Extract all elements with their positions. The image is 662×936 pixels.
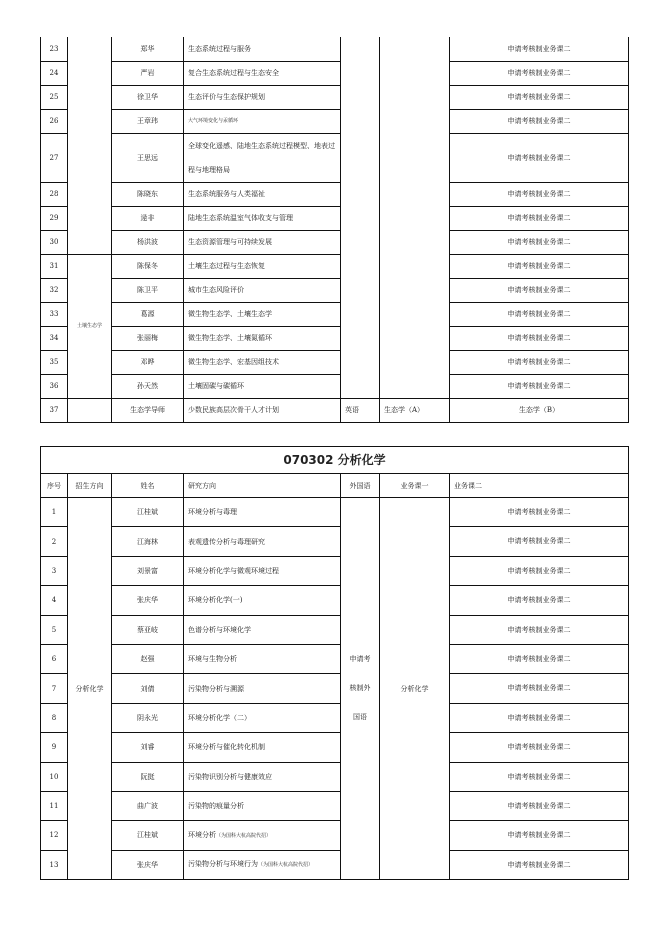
row-number: 11 xyxy=(41,791,68,820)
research-note: （为国科大杭高院代招） xyxy=(258,862,314,869)
table-row xyxy=(41,206,629,230)
header-language: 外国语 xyxy=(341,474,380,498)
research-direction xyxy=(184,674,341,703)
research-direction: 土壤生态过程与生态恢复 xyxy=(184,254,341,278)
row-number: 25 xyxy=(41,85,68,109)
table-row xyxy=(41,850,629,879)
table-row xyxy=(41,61,629,85)
course2: 申请考核制业务课二 xyxy=(450,527,629,556)
course2: 申请考核制业务课二 xyxy=(450,278,629,302)
research-direction xyxy=(184,762,341,791)
course2: 申请考核制业务课二 xyxy=(450,674,629,703)
research-direction: 土壤固碳与碳循环 xyxy=(184,374,341,398)
supervisor-name: 葛源 xyxy=(112,302,184,326)
course2: 申请考核制业务课二 xyxy=(450,556,629,585)
supervisor-name: 刘倩 xyxy=(112,674,184,703)
row-number: 9 xyxy=(41,733,68,762)
row-number: 1 xyxy=(41,498,68,527)
row-number: 35 xyxy=(41,350,68,374)
table-row xyxy=(41,398,629,422)
row-number: 6 xyxy=(41,644,68,673)
row-number: 37 xyxy=(41,398,68,422)
table-row xyxy=(41,674,629,703)
table-row xyxy=(41,326,629,350)
row-number: 31 xyxy=(41,254,68,278)
table-row xyxy=(41,37,629,61)
supervisor-name: 严岩 xyxy=(112,61,184,85)
course1-cell xyxy=(380,37,450,398)
row-number: 13 xyxy=(41,850,68,879)
supervisor-name: 江桂斌 xyxy=(112,821,184,850)
course2: 申请考核制业务课二 xyxy=(450,85,629,109)
table-row xyxy=(41,350,629,374)
supervisor-name: 刘景富 xyxy=(112,556,184,585)
row-number: 33 xyxy=(41,302,68,326)
course2: 申请考核制业务课二 xyxy=(450,37,629,61)
table-row xyxy=(41,133,629,182)
course2: 申请考核制业务课二 xyxy=(450,61,629,85)
course2: 申请考核制业务课二 xyxy=(450,109,629,133)
research-direction: 微生物生态学、土壤氮循环 xyxy=(184,326,341,350)
research-direction xyxy=(184,527,341,556)
course2: 申请考核制业务课二 xyxy=(450,326,629,350)
table-row xyxy=(41,821,629,850)
research-direction: 生态资源管理与可持续发展 xyxy=(184,230,341,254)
direction-cell-continued xyxy=(68,37,112,254)
header-row xyxy=(41,474,629,498)
table-row xyxy=(41,85,629,109)
row-number: 24 xyxy=(41,61,68,85)
table-row xyxy=(41,791,629,820)
supervisor-name: 邓晔 xyxy=(112,350,184,374)
section-title: 070302 分析化学 xyxy=(41,447,629,474)
supervisor-name: 蔡亚岐 xyxy=(112,615,184,644)
research-direction: 微生物生态学、土壤生态学 xyxy=(184,302,341,326)
research-direction xyxy=(184,850,341,879)
row-number: 29 xyxy=(41,206,68,230)
row-number: 7 xyxy=(41,674,68,703)
research-text: 色谱分析与环境化学 xyxy=(188,625,251,634)
table-row xyxy=(41,527,629,556)
research-text: 表观遗传分析与毒理研究 xyxy=(188,537,265,546)
course2: 申请考核制业务课二 xyxy=(450,302,629,326)
supervisor-name: 张庆华 xyxy=(112,850,184,879)
row-number: 34 xyxy=(41,326,68,350)
course2: 申请考核制业务课二 xyxy=(450,254,629,278)
header-research: 研究方向 xyxy=(184,474,341,498)
language-cell xyxy=(341,37,380,398)
course2: 申请考核制业务课二 xyxy=(450,182,629,206)
research-text: 污染物分析与环境行为 xyxy=(188,860,258,869)
table-row xyxy=(41,733,629,762)
supervisor-name: 张丽梅 xyxy=(112,326,184,350)
research-direction xyxy=(184,498,341,527)
row-number: 10 xyxy=(41,762,68,791)
supervisor-name: 生态学导师 xyxy=(112,398,184,422)
language-text: 申请考核制外国语 xyxy=(349,655,371,722)
supervisor-name: 王思远 xyxy=(112,133,184,182)
research-direction xyxy=(184,615,341,644)
course2: 申请考核制业务课二 xyxy=(450,498,629,527)
course2: 申请考核制业务课二 xyxy=(450,733,629,762)
research-direction: 大气环境变化与汞循环 xyxy=(184,109,341,133)
supervisor-name: 赵强 xyxy=(112,644,184,673)
course2: 申请考核制业务课二 xyxy=(450,762,629,791)
research-text: 环境分析与毒理 xyxy=(188,508,237,517)
header-direction: 招生方向 xyxy=(68,474,112,498)
course2: 申请考核制业务课二 xyxy=(450,586,629,615)
row-number: 28 xyxy=(41,182,68,206)
research-direction: 微生物生态学、宏基因组技术 xyxy=(184,350,341,374)
supervisor-name: 曲广波 xyxy=(112,791,184,820)
research-text: 污染物识别分析与健康效应 xyxy=(188,772,272,781)
research-text: 环境与生物分析 xyxy=(188,655,237,664)
direction-cell: 分析化学 xyxy=(68,498,112,880)
table-row xyxy=(41,644,629,673)
row-number: 4 xyxy=(41,586,68,615)
table-row xyxy=(41,703,629,732)
table-row xyxy=(41,615,629,644)
supervisor-name: 江海林 xyxy=(112,527,184,556)
row-number: 2 xyxy=(41,527,68,556)
direction-cell: 土壤生态学 xyxy=(68,254,112,398)
research-direction: 生态系统服务与人类福祉 xyxy=(184,182,341,206)
supervisor-name: 刘睿 xyxy=(112,733,184,762)
research-direction xyxy=(184,703,341,732)
supervisor-name: 逯非 xyxy=(112,206,184,230)
table-row xyxy=(41,230,629,254)
research-note: （为国科大杭高院代招） xyxy=(216,832,272,839)
course2: 申请考核制业务课二 xyxy=(450,821,629,850)
row-number: 27 xyxy=(41,133,68,182)
supervisor-name: 张庆华 xyxy=(112,586,184,615)
research-direction xyxy=(184,556,341,585)
row-number: 36 xyxy=(41,374,68,398)
research-direction: 生态评价与生态保护规划 xyxy=(184,85,341,109)
table-row xyxy=(41,182,629,206)
research-direction: 少数民族高层次骨干人才计划 xyxy=(184,398,341,422)
course2: 申请考核制业务课二 xyxy=(450,133,629,182)
supervisor-name: 江桂斌 xyxy=(112,498,184,527)
row-number: 30 xyxy=(41,230,68,254)
course2: 申请考核制业务课二 xyxy=(450,615,629,644)
language: 英语 xyxy=(341,398,380,422)
research-direction: 复合生态系统过程与生态安全 xyxy=(184,61,341,85)
table-row xyxy=(41,556,629,585)
header-no: 序号 xyxy=(41,474,68,498)
research-text: 环境分析化学(一) xyxy=(188,596,243,605)
direction-cell xyxy=(68,398,112,422)
supervisor-name: 杨洪波 xyxy=(112,230,184,254)
course2: 申请考核制业务课二 xyxy=(450,850,629,879)
research-text: 环境分析化学（二） xyxy=(188,713,251,722)
row-number: 23 xyxy=(41,37,68,61)
analytical-chemistry-table xyxy=(40,446,629,880)
course2: 申请考核制业务课二 xyxy=(450,703,629,732)
research-direction: 全球变化遥感、陆地生态系统过程模型、地表过程与地理格局 xyxy=(184,133,341,182)
supervisor-name: 徐卫华 xyxy=(112,85,184,109)
table-row xyxy=(41,762,629,791)
research-direction xyxy=(184,586,341,615)
research-text: 环境分析 xyxy=(188,830,216,839)
course1-cell: 分析化学 xyxy=(380,498,450,880)
course2: 申请考核制业务课二 xyxy=(450,350,629,374)
row-number: 32 xyxy=(41,278,68,302)
course2: 申请考核制业务课二 xyxy=(450,791,629,820)
header-name: 姓名 xyxy=(112,474,184,498)
row-number: 26 xyxy=(41,109,68,133)
table-row xyxy=(41,374,629,398)
supervisor-name: 陈保冬 xyxy=(112,254,184,278)
research-text: 污染物分析与溯源 xyxy=(188,684,244,693)
table-row xyxy=(41,586,629,615)
course2: 申请考核制业务课二 xyxy=(450,374,629,398)
research-direction: 城市生态风险评价 xyxy=(184,278,341,302)
research-direction xyxy=(184,644,341,673)
header-course1: 业务课一 xyxy=(380,474,450,498)
supervisor-name: 孙天然 xyxy=(112,374,184,398)
language-cell xyxy=(341,498,380,880)
table-row xyxy=(41,109,629,133)
course2: 申请考核制业务课二 xyxy=(450,644,629,673)
table-row xyxy=(41,498,629,527)
table-row xyxy=(41,254,629,278)
row-number: 5 xyxy=(41,615,68,644)
supervisor-name: 郑华 xyxy=(112,37,184,61)
supervisor-name: 王章玮 xyxy=(112,109,184,133)
course2: 申请考核制业务课二 xyxy=(450,230,629,254)
research-text: 环境分析与催化转化机制 xyxy=(188,743,265,752)
course1: 生态学（A） xyxy=(380,398,450,422)
supervisor-name: 阴永光 xyxy=(112,703,184,732)
research-direction xyxy=(184,821,341,850)
row-number: 8 xyxy=(41,703,68,732)
row-number: 3 xyxy=(41,556,68,585)
table-row xyxy=(41,278,629,302)
row-number: 12 xyxy=(41,821,68,850)
research-text: 污染物的痕量分析 xyxy=(188,802,244,811)
ecology-supervisor-table xyxy=(40,37,629,423)
course2: 申请考核制业务课二 xyxy=(450,206,629,230)
research-text: 环境分析化学与微观环境过程 xyxy=(188,566,279,575)
research-direction xyxy=(184,791,341,820)
supervisor-name: 阮挺 xyxy=(112,762,184,791)
research-direction: 陆地生态系统温室气体收支与管理 xyxy=(184,206,341,230)
research-direction: 生态系统过程与服务 xyxy=(184,37,341,61)
supervisor-name: 陈晓东 xyxy=(112,182,184,206)
supervisor-name: 陈卫平 xyxy=(112,278,184,302)
header-course2: 业务课二 xyxy=(450,474,629,498)
table-row xyxy=(41,302,629,326)
research-direction xyxy=(184,733,341,762)
course2: 生态学（B） xyxy=(450,398,629,422)
